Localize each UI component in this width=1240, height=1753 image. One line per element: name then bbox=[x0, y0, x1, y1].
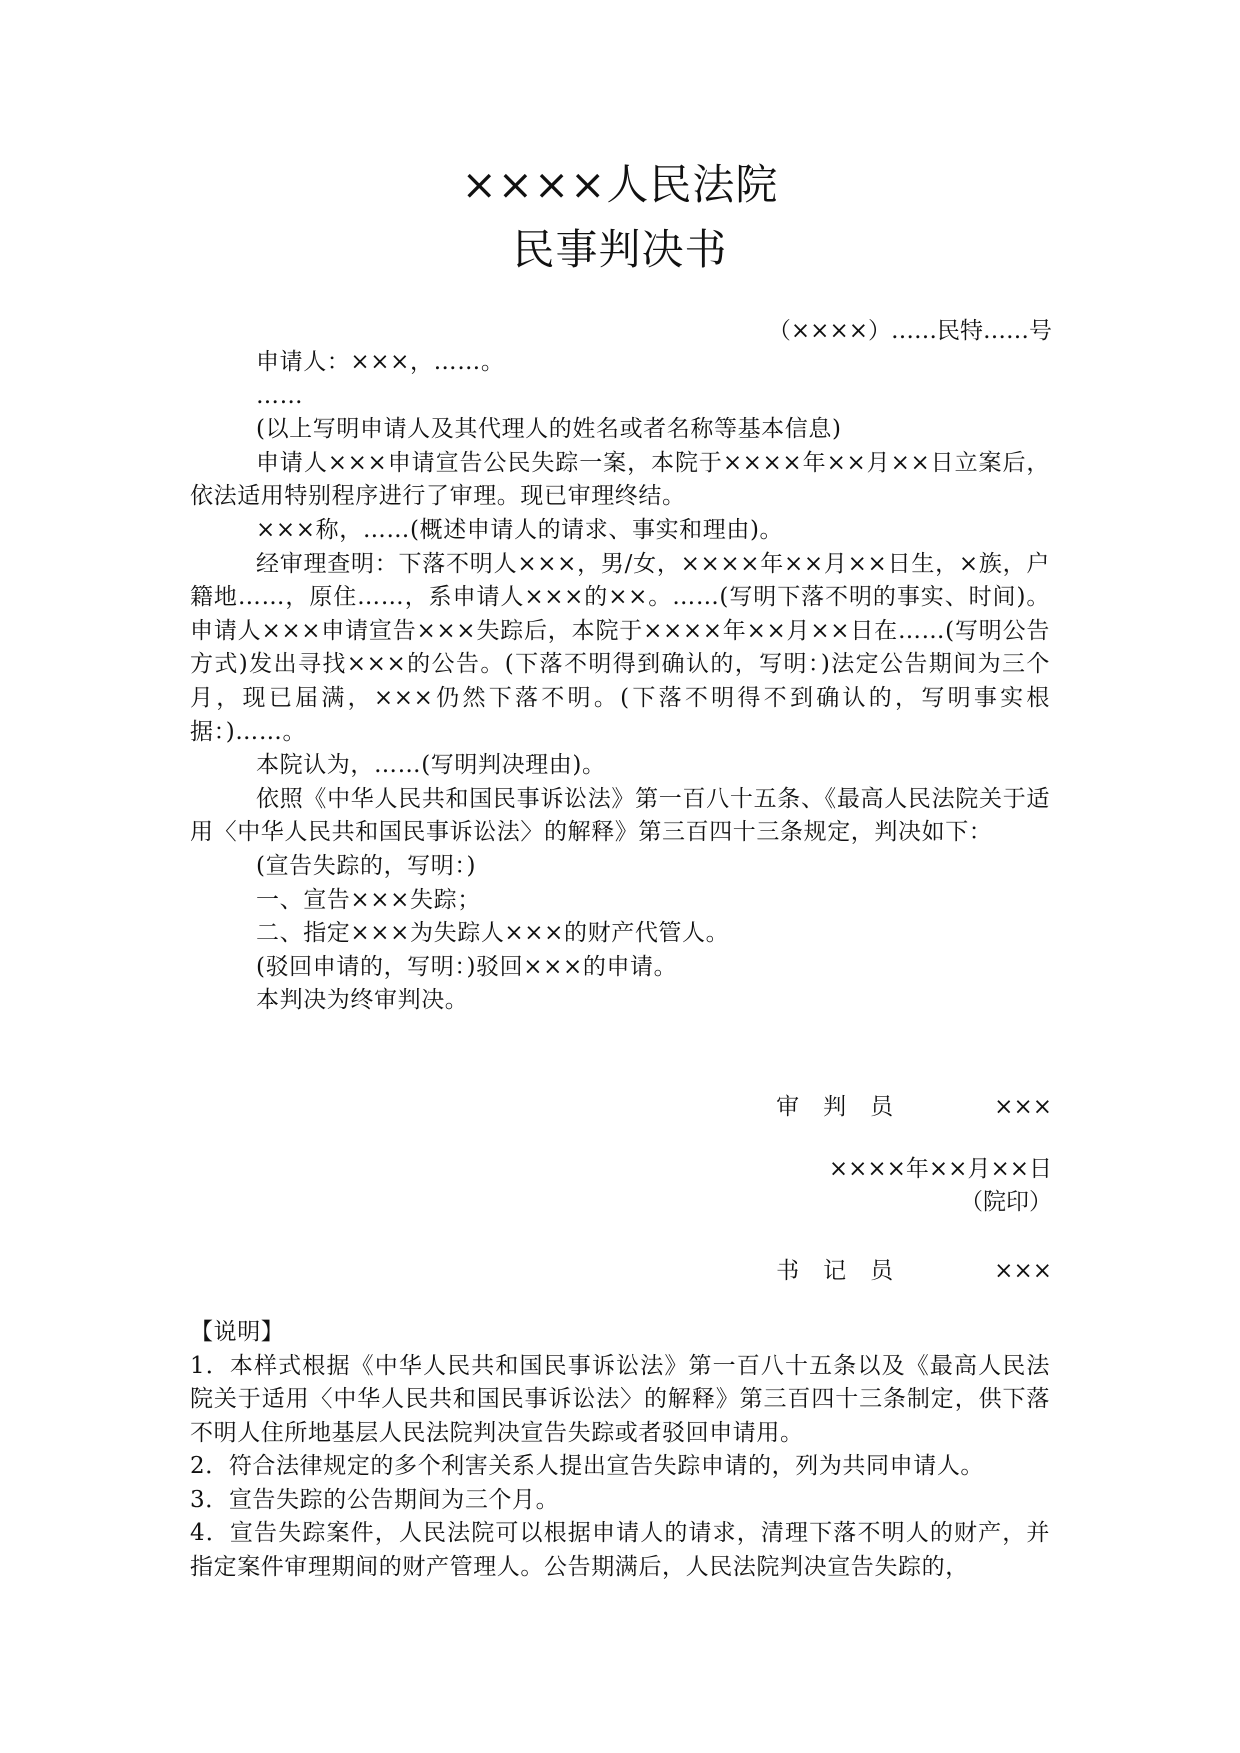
body-paragraph: 依照《中华人民共和国民事诉讼法》第一百八十五条、《最高人民法院关于适用〈中华人民共和国民事诉讼法〉的解释》第三百四十三条规定，判决如下： bbox=[190, 785, 1050, 846]
document-type-title: 民事判决书 bbox=[512, 225, 728, 274]
body-paragraph: 经审理查明：下落不明人×××，男/女，××××年××月××日生，×族，户籍地……，原住……，系申请人×××的××。……(写明下落不明的事实、时间)。申请人×××申请宣告×××失踪后，本院于××××年××月××日在……(写明公告方式)发出寻找×××的公告。(下落不明得到确认的，写明：)法定公告期间为三个月，现已届满，×××仍然下落不明。(下落不明得不到确认的，写明事实根据：)……。 bbox=[190, 550, 1050, 745]
body-paragraph: 一、宣告×××失踪； bbox=[256, 886, 481, 913]
judge-signature bbox=[776, 1090, 1052, 1124]
body-paragraph: 二、指定×××为失踪人×××的财产代管人。 bbox=[256, 920, 730, 947]
notes-section bbox=[190, 1316, 1050, 1584]
body-paragraph: (驳回申请的，写明：)驳回×××的申请。 bbox=[256, 953, 678, 980]
court-name-title: ××××人民法院 bbox=[461, 160, 779, 209]
clerk-signature bbox=[776, 1254, 1052, 1288]
judgment-body bbox=[190, 346, 1050, 1018]
court-seal: （院印） bbox=[960, 1189, 1052, 1215]
body-paragraph: 本判决为终审判决。 bbox=[256, 987, 469, 1014]
note-item: 1．本样式根据《中华人民共和国民事诉讼法》第一百八十五条以及《最高人民法院关于适用〈中华人民共和国民事诉讼法〉的解释》第三百四十三条制定，供下落不明人住所地基层人民法院判决宣告失踪或者驳回申请用。 bbox=[190, 1352, 1050, 1446]
judge-name: ××× bbox=[994, 1094, 1052, 1120]
body-paragraph: 申请人：×××，……。 bbox=[256, 349, 505, 375]
body-paragraph: 申请人×××申请宣告公民失踪一案，本院于××××年××月××日立案后，依法适用特别程序进行了审理。现已审理终结。 bbox=[190, 449, 1050, 510]
judgment-date: ××××年××月××日 bbox=[828, 1156, 1052, 1182]
note-item: 2．符合法律规定的多个利害关系人提出宣告失踪申请的，列为共同申请人。 bbox=[190, 1453, 985, 1479]
note-item: 3．宣告失踪的公告期间为三个月。 bbox=[190, 1486, 560, 1513]
case-number: （××××）……民特……号 bbox=[767, 318, 1052, 344]
body-paragraph: (以上写明申请人及其代理人的姓名或者名称等基本信息) bbox=[256, 416, 842, 443]
clerk-label: 书记员 bbox=[776, 1258, 918, 1284]
judge-label: 审判员 bbox=[776, 1094, 918, 1120]
notes-heading: 【说明】 bbox=[190, 1319, 285, 1345]
body-paragraph: 本院认为，……(写明判决理由)。 bbox=[256, 752, 606, 779]
note-item: 4．宣告失踪案件，人民法院可以根据申请人的请求，清理下落不明人的财产，并指定案件审理期间的财产管理人。公告期满后，人民法院判决宣告失踪的， bbox=[190, 1520, 1050, 1580]
clerk-name: ××× bbox=[994, 1258, 1052, 1284]
body-paragraph: (宣告失踪的，写明：) bbox=[256, 852, 477, 879]
body-paragraph: …… bbox=[256, 382, 304, 409]
body-paragraph: ×××称，……(概述申请人的请求、事实和理由)。 bbox=[256, 516, 784, 543]
